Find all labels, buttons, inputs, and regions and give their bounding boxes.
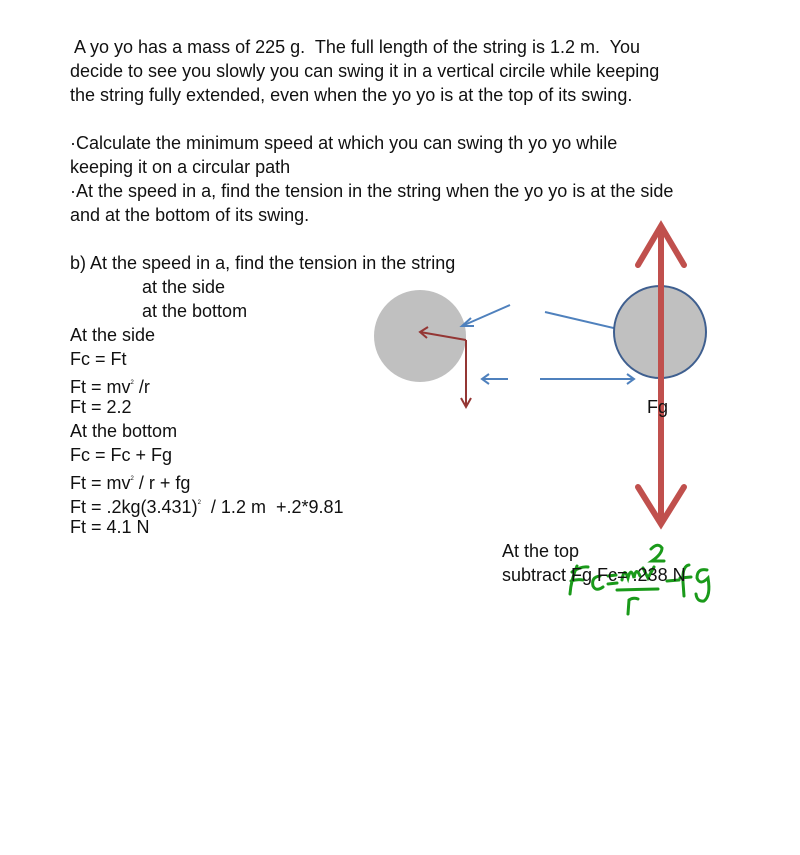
side-eq2-prefix: Ft = mv — [70, 377, 131, 397]
bottom-equation-4: Ft = 4.1 N — [70, 517, 150, 537]
side-heading: At the side — [70, 325, 156, 345]
bottom-heading: At the bottom — [70, 421, 178, 441]
side-eq2-suffix: /r — [133, 377, 150, 397]
bullet-b-line-2: and at the bottom of its swing. — [70, 205, 310, 225]
yo-yo-side-ball — [374, 290, 466, 382]
side-equation-1: Fc = Ft — [70, 349, 127, 369]
blue-pointer-arrow-1 — [462, 305, 510, 326]
top-equation: subtract Fg Fc= .238 N — [502, 565, 686, 585]
bottom-eq3-exponent: 2 — [197, 500, 201, 506]
blue-pointer-arrow-2 — [482, 374, 508, 384]
intro-line-1: A yo yo has a mass of 225 g. The full length of the string is 1.2 m. You — [70, 37, 641, 57]
bottom-eq3-suffix: / 1.2 m +.2*9.81 — [200, 497, 344, 517]
bottom-eq3-prefix: Ft = .2kg(3.431) — [70, 497, 198, 517]
bottom-eq2-prefix: Ft = mv — [70, 473, 131, 493]
bottom-eq2-exponent: 2 — [130, 476, 134, 482]
bottom-eq2-suffix: / r + fg — [133, 473, 191, 493]
bullet-b-line-1: ·At the speed in a, find the tension in the string when the yo yo is at the side — [70, 181, 674, 201]
side-eq2-exponent: 2 — [130, 380, 134, 386]
fg-label: Fg — [647, 397, 669, 417]
blue-pointer-arrow-4 — [540, 374, 634, 384]
intro-line-3: the string fully extended, even when the yo yo is at the top of its swing. — [70, 85, 633, 105]
top-heading: At the top — [502, 541, 580, 561]
intro-line-2: decide to see you slowly you can swing it in a vertical circile while keeping — [70, 61, 660, 81]
bullet-a-line-2: keeping it on a circular path — [70, 157, 291, 177]
part-b-heading: b) At the speed in a, find the tension in the string — [70, 253, 456, 273]
bullet-a-line-1: ·Calculate the minimum speed at which you can swing th yo yo while — [70, 133, 618, 153]
at-bottom-indent: at the bottom — [142, 301, 248, 321]
side-equation-3: Ft = 2.2 — [70, 397, 132, 417]
at-side-indent: at the side — [142, 277, 226, 297]
bottom-equation-1: Fc = Fc + Fg — [70, 445, 173, 465]
